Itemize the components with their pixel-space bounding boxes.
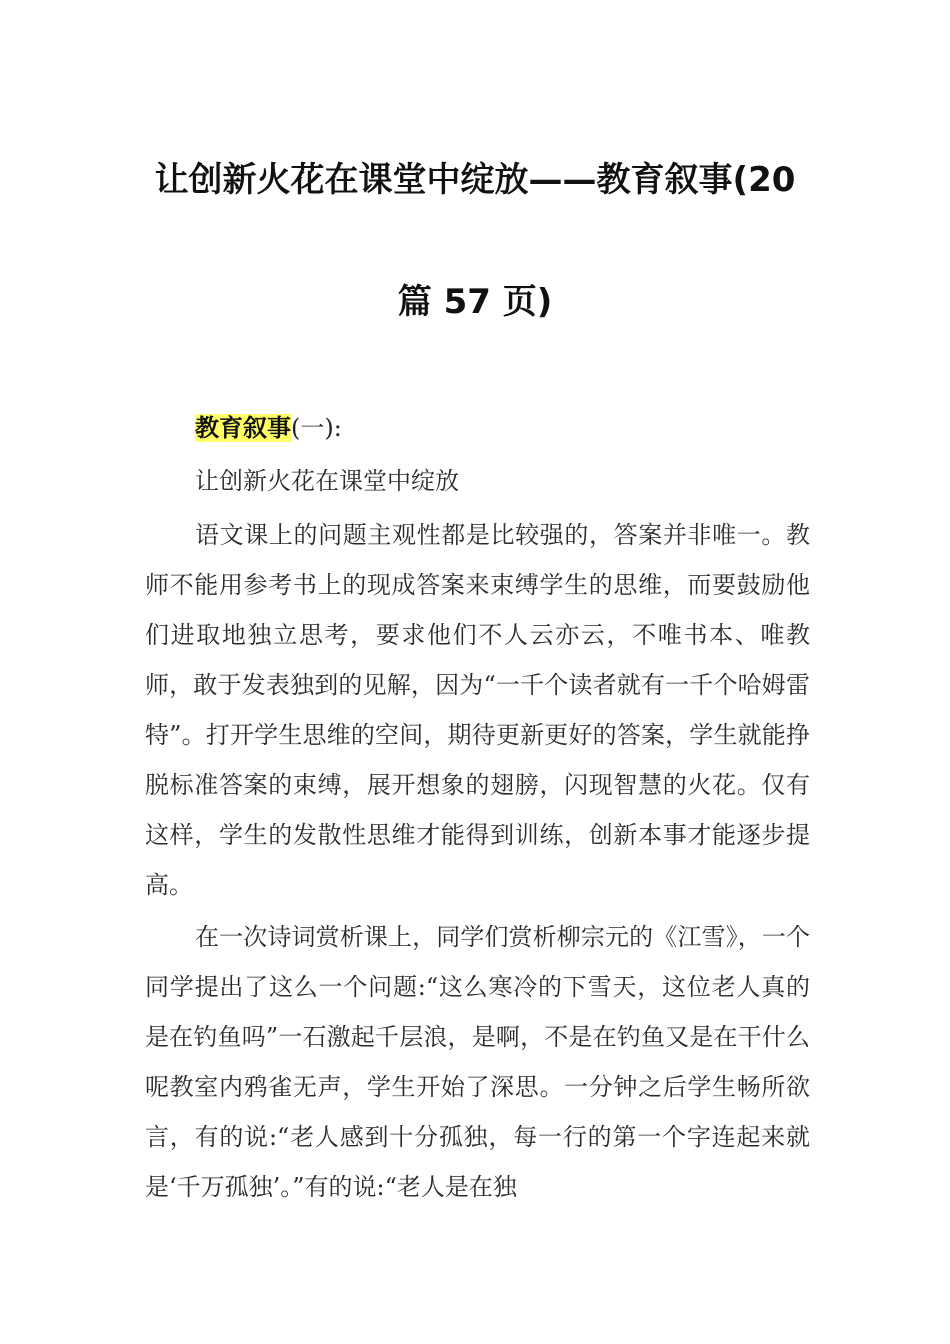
section-heading <box>195 403 342 453</box>
body-paragraph: 语文课上的问题主观性都是比较强的，答案并非唯一。教师不能用参考书上的现成答案来束缚学生的思维，而要鼓励他们进取地独立思考，要求他们不人云亦云，不唯书本、唯教师，敢于发表独到的见解，因为“一千个读者就有一千个哈姆雷特”。打开学生思维的空间，期待更新更好的答案，学生就能挣脱标准答案的束缚，展开想象的翅膀，闪现智慧的火花。仅有这样，学生的发散性思维才能得到训练，创新本事才能逐步提高。 <box>145 521 810 899</box>
body-paragraph-block <box>145 510 810 910</box>
section-heading-suffix: (一): <box>291 414 342 442</box>
body-paragraph-block <box>145 912 810 1212</box>
body-paragraph: 在一次诗词赏析课上，同学们赏析柳宗元的《江雪》，一个同学提出了这么一个问题:“这么寒冷的下雪天，这位老人真的是在钓鱼吗”一石激起千层浪，是啊，不是在钓鱼又是在干什么呢教室内鸦雀无声，学生开始了深思。一分钟之后学生畅所欲言，有的说:“老人感到十分孤独，每一行的第一个字连起来就是‘千万孤独’。”有的说:“老人是在独 <box>145 923 810 1201</box>
section-subtitle: 让创新火花在课堂中绽放 <box>195 467 459 495</box>
document-title-line-2: 篇 57 页) <box>397 282 553 322</box>
document-title-line-1: 让创新火花在课堂中绽放——教育叙事(20 <box>154 160 796 200</box>
section-heading-highlighted: 教育叙事 <box>195 414 291 442</box>
